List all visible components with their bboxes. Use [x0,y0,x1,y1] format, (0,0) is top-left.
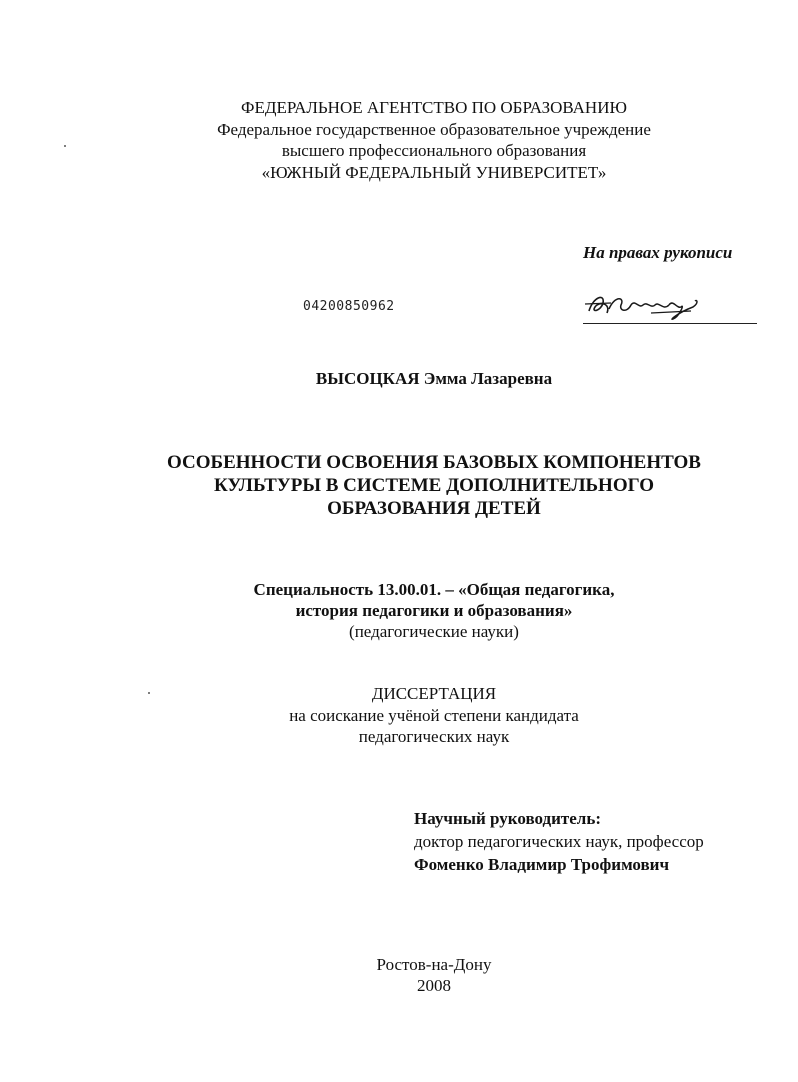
supervisor-degree: доктор педагогических наук, профессор [414,832,704,851]
title-line-1: ОСОБЕННОСТИ ОСВОЕНИЯ БАЗОВЫХ КОМПОНЕНТОВ [167,452,701,473]
author-line [0,368,798,390]
specialty-line-3: (педагогические науки) [349,622,519,641]
agency-line: ФЕДЕРАЛЬНОЕ АГЕНТСТВО ПО ОБРАЗОВАНИЮ [241,98,627,117]
title-line-2: КУЛЬТУРЫ В СИСТЕМЕ ДОПОЛНИТЕЛЬНОГО [213,475,655,496]
manuscript-note: На правах рукописи [583,243,733,262]
supervisor-block [414,807,704,876]
supervisor-name: Фоменко Владимир Трофимович [414,855,670,874]
registration-number: 04200850962 [303,299,395,314]
author-name: Эмма Лазаревна [423,369,553,388]
dissertation-line-2: педагогических наук [358,727,510,746]
university-name: «ЮЖНЫЙ ФЕДЕРАЛЬНЫЙ УНИВЕРСИТЕТ» [261,163,607,182]
author-surname: ВЫСОЦКАЯ [315,369,420,388]
institution-line-2: высшего профессионального образования [281,141,587,160]
specialty-line-2: история педагогики и образования» [295,601,573,620]
city: Ростов-на-Дону [376,955,492,974]
institution-line-1: Федеральное государственное образовательное учреждение [217,120,651,139]
supervisor-label: Научный руководитель: [414,809,601,828]
signature-line [583,323,757,324]
dissertation-label: ДИССЕРТАЦИЯ [371,684,497,703]
specialty-line-1: Специальность 13.00.01. – «Общая педагогика, [253,580,615,599]
title-line-3: ОБРАЗОВАНИЯ ДЕТЕЙ [327,498,541,519]
dissertation-line-1: на соискание учёной степени кандидата [289,706,579,725]
handwritten-signature [581,283,759,327]
year: 2008 [417,976,451,995]
